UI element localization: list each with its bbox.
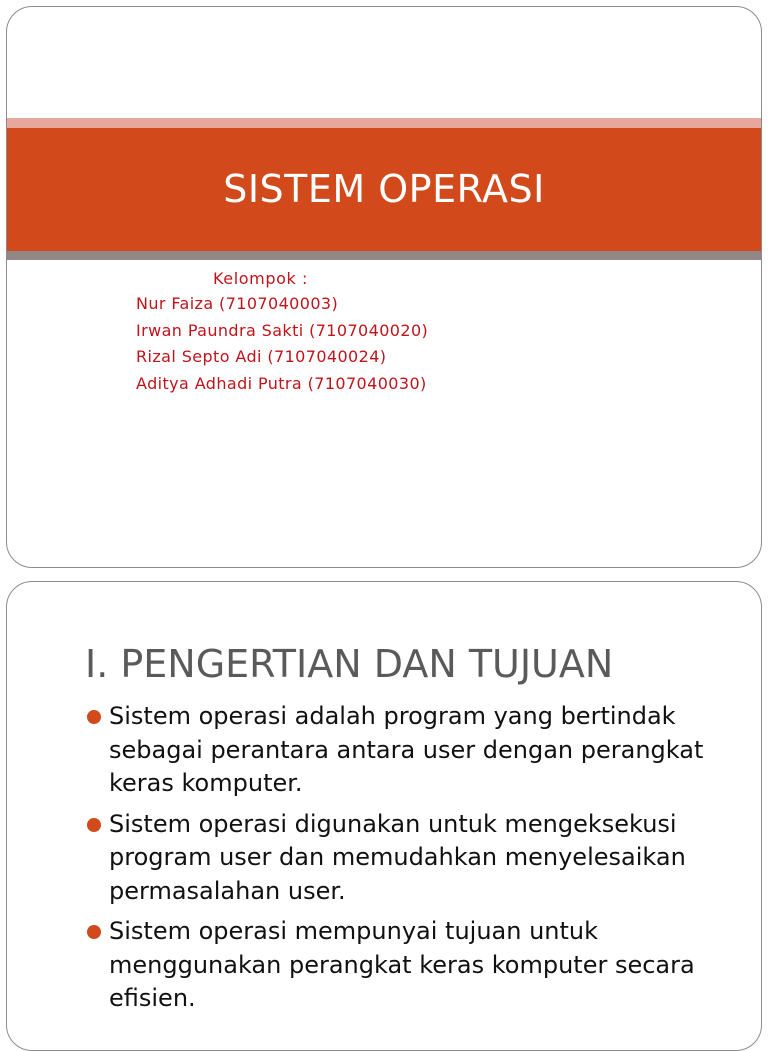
slide-title: SISTEM OPERASI [223,167,545,211]
member-item: Irwan Paundra Sakti (7107040020) [136,320,429,340]
member-item: Nur Faiza (7107040003) [136,294,339,313]
bullet-item [85,700,725,801]
title-band-bottom-stripe [7,251,761,260]
member-item: Aditya Adhadi Putra (7107040030) [136,373,427,393]
title-slide [6,6,762,568]
bullet-dot-icon [87,818,101,832]
title-band-top-stripe [7,118,761,128]
bullet-text: Sistem operasi digunakan untuk mengeksekusi program user dan memudahkan menyelesaikan permasalahan user. [109,809,686,905]
member-list [136,291,428,397]
bullet-item [85,915,725,1016]
bullet-list [85,700,725,1023]
bullet-dot-icon [87,710,101,724]
content-slide [6,581,762,1051]
slide-heading: I. PENGERTIAN DAN TUJUAN [85,642,614,686]
bullet-text: Sistem operasi mempunyai tujuan untuk menggunakan perangkat keras komputer secara efisien. [109,917,695,1012]
group-label: Kelompok : [213,269,309,288]
member-item: Rizal Septo Adi (7107040024) [136,347,387,366]
bullet-text: Sistem operasi adalah program yang bertindak sebagai perantara antara user dengan perangkat keras komputer. [109,702,704,797]
bullet-item [85,808,725,909]
bullet-dot-icon [87,925,101,939]
